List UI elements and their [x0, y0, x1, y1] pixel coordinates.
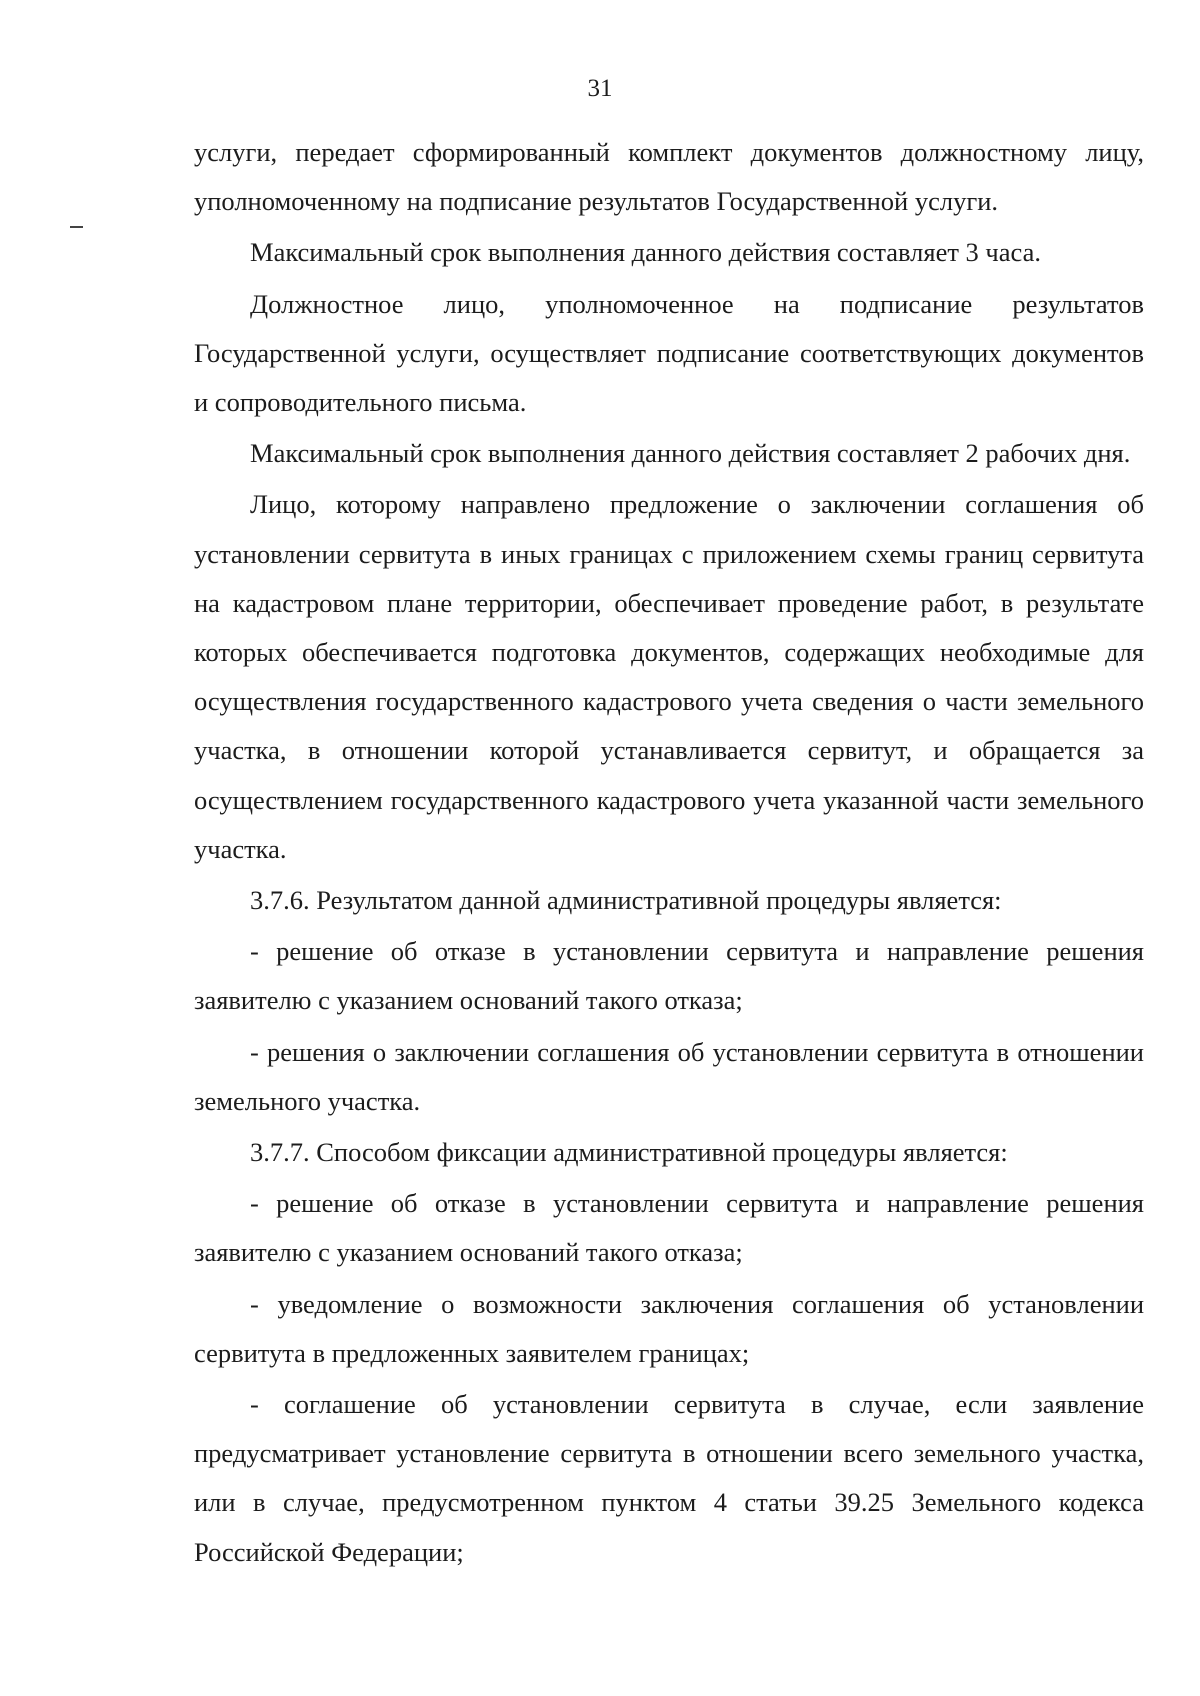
paragraph-4: Максимальный срок выполнения данного действия составляет 2 рабочих дня. [250, 438, 1131, 469]
paragraph-2: Максимальный срок выполнения данного действия составляет 3 часа. [250, 237, 1041, 268]
paragraph-5: Лицо, которому направлено предложение о заключении соглашения об установлении сервитута в иных границах с приложением схемы границ сервитута на кадастровом плане территории, обеспечивает проведение работ, в результате которых обеспечивается подготовка документов, содержащих необходимые для осуществления государственного кадастрового учета сведения о части земельного участка, в отношении которой устанавливается сервитут, и обращается за осуществлением государственного кадастрового учета указанной части земельного участка. [194, 489, 1144, 864]
page-number: 31 [587, 75, 613, 102]
list-item-4: - уведомление о возможности заключения соглашения об установлении сервитута в предложенных заявителем границах; [194, 1288, 1144, 1368]
document-body [194, 128, 1144, 1579]
paragraph-1: услуги, передает сформированный комплект документов должностному лицу, уполномоченному на подписание результатов Государственной услуги. [194, 137, 1144, 217]
paragraph-7: 3.7.7. Способом фиксации административной процедуры является: [250, 1137, 1008, 1168]
scan-mark [70, 226, 83, 228]
paragraph-3: Должностное лицо, уполномоченное на подписание результатов Государственной услуги, осуществляет подписание соответствующих документов и сопроводительного письма. [194, 288, 1144, 418]
paragraph-6: 3.7.6. Результатом данной административной процедуры является: [250, 885, 1002, 916]
list-item-5: - соглашение об установлении сервитута в случае, если заявление предусматривает установление сервитута в отношении всего земельного участка, или в случае, предусмотренном пунктом 4 статьи 39.25 Земельного кодекса Российской Федерации; [194, 1389, 1144, 1567]
list-item-3: - решение об отказе в установлении сервитута и направление решения заявителю с указанием оснований такого отказа; [194, 1188, 1144, 1268]
list-item-1: - решение об отказе в установлении сервитута и направление решения заявителю с указанием оснований такого отказа; [194, 936, 1144, 1016]
list-item-2: - решения о заключении соглашения об установлении сервитута в отношении земельного участка. [194, 1036, 1144, 1116]
